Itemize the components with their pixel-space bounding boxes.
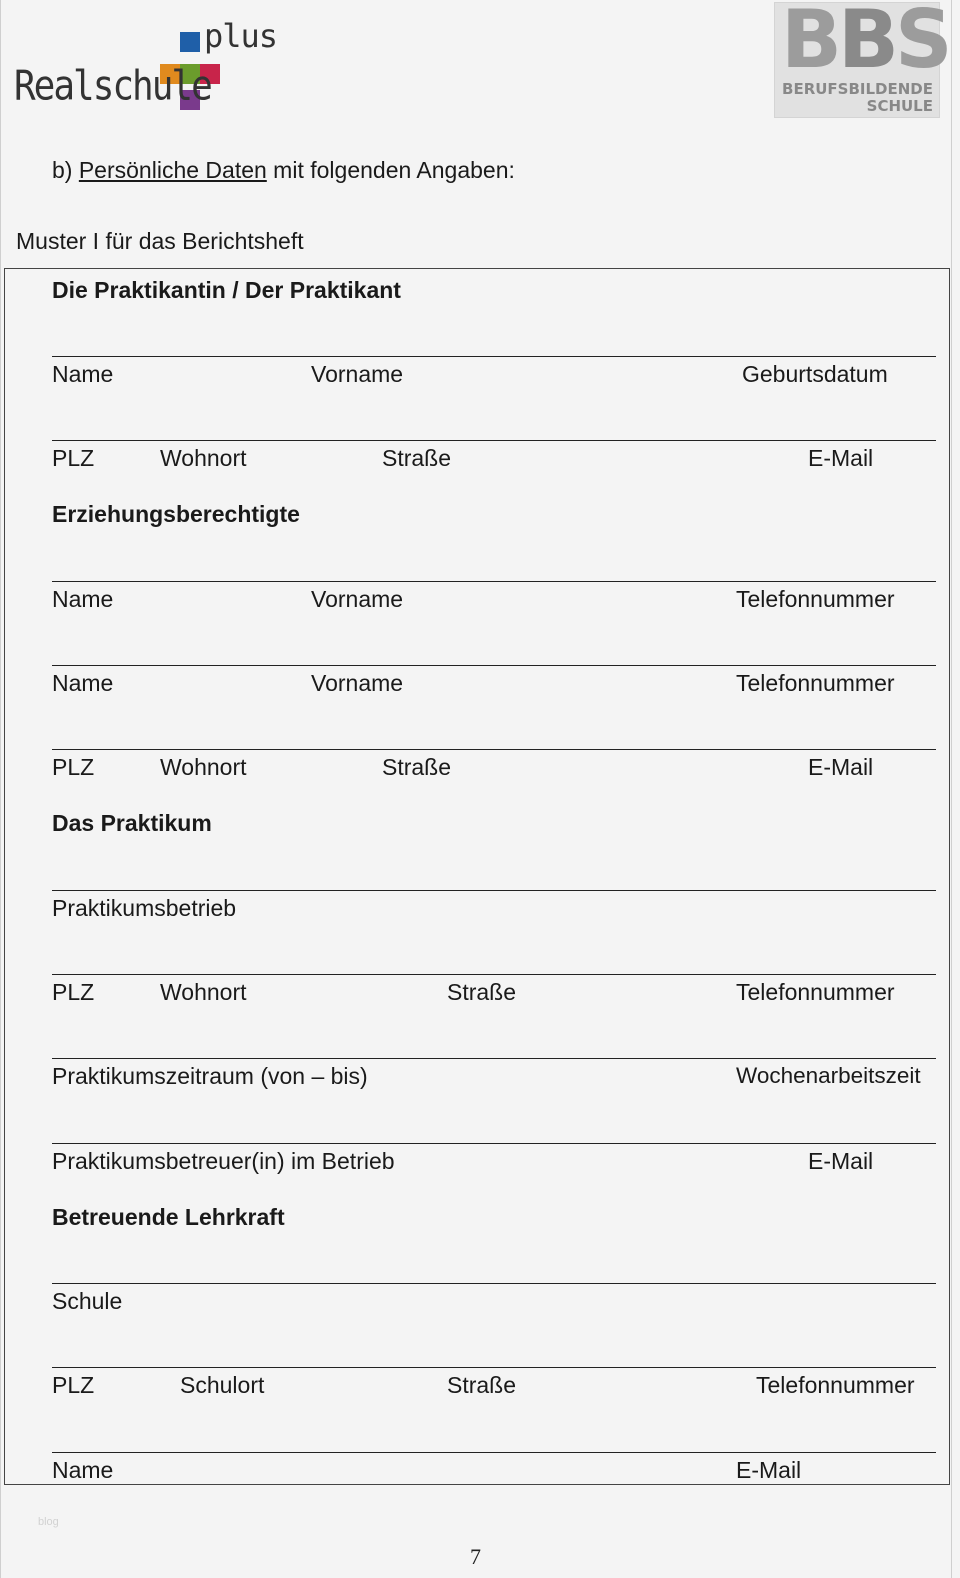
label-plz: PLZ	[52, 754, 95, 780]
intro-prefix: b)	[52, 157, 79, 183]
label-wochenarbeitszeit: Wochenarbeitszeit	[736, 1063, 921, 1088]
logo-square-blue	[180, 32, 200, 52]
page-number: 7	[470, 1544, 481, 1569]
label-telefonnummer: Telefonnummer	[736, 979, 895, 1005]
line-praktikum-4	[52, 1143, 936, 1144]
line-praktikant-2	[52, 440, 936, 441]
label-wohnort: Wohnort	[160, 979, 247, 1005]
label-schulort: Schulort	[180, 1372, 265, 1398]
line-erziehung-2	[52, 665, 936, 666]
heading-praktikum: Das Praktikum	[52, 810, 212, 836]
line-lehrkraft-2	[52, 1367, 936, 1368]
label-schule: Schule	[52, 1288, 123, 1314]
muster-title: Muster I für das Berichtsheft	[16, 228, 304, 254]
logo-plus-text: plus	[204, 17, 278, 55]
line-praktikum-1	[52, 890, 936, 891]
bbs-letters: BBS	[781, 0, 949, 86]
line-praktikum-2	[52, 974, 936, 975]
label-strasse: Straße	[382, 754, 452, 780]
bbs-logo	[774, 0, 949, 118]
intro-suffix: mit folgenden Angaben:	[266, 157, 515, 183]
label-strasse: Straße	[447, 1372, 517, 1398]
line-erziehung-1	[52, 581, 936, 582]
label-wohnort: Wohnort	[160, 445, 247, 471]
label-plz: PLZ	[52, 979, 95, 1005]
line-praktikant-1	[52, 356, 936, 357]
label-plz: PLZ	[52, 445, 95, 471]
heading-praktikant: Die Praktikantin / Der Praktikant	[52, 277, 401, 303]
label-praktikumsbetreuer: Praktikumsbetreuer(in) im Betrieb	[52, 1148, 395, 1174]
line-lehrkraft-1	[52, 1283, 936, 1284]
label-strasse: Straße	[447, 979, 517, 1005]
label-vorname: Vorname	[311, 586, 404, 612]
label-geburtsdatum: Geburtsdatum	[742, 361, 888, 387]
label-telefonnummer: Telefonnummer	[736, 670, 895, 696]
label-email: E-Mail	[808, 445, 874, 471]
line-lehrkraft-3	[52, 1452, 936, 1453]
label-plz: PLZ	[52, 1372, 95, 1398]
label-vorname: Vorname	[311, 361, 404, 387]
label-strasse: Straße	[382, 445, 452, 471]
label-email: E-Mail	[808, 754, 874, 780]
heading-erziehungsberechtigte: Erziehungsberechtigte	[52, 501, 300, 527]
label-name: Name	[52, 670, 114, 696]
label-name: Name	[52, 586, 114, 612]
line-erziehung-3	[52, 749, 936, 750]
label-wohnort: Wohnort	[160, 754, 247, 780]
logo-realschule-text: Realschule	[14, 62, 211, 110]
intro-line	[52, 156, 515, 184]
heading-lehrkraft: Betreuende Lehrkraft	[52, 1204, 285, 1230]
watermark: blog	[38, 1516, 59, 1528]
label-email: E-Mail	[808, 1148, 874, 1174]
label-praktikumsbetrieb: Praktikumsbetrieb	[52, 895, 237, 921]
bbs-line2: SCHULE	[866, 97, 933, 115]
label-telefonnummer: Telefonnummer	[756, 1372, 915, 1398]
realschule-plus-logo	[14, 17, 278, 118]
intro-underlined: Persönliche Daten	[78, 157, 267, 183]
line-praktikum-3	[52, 1058, 936, 1059]
label-name: Name	[52, 1457, 114, 1483]
label-email: E-Mail	[736, 1457, 802, 1483]
label-telefonnummer: Telefonnummer	[736, 586, 895, 612]
label-name: Name	[52, 361, 114, 387]
label-vorname: Vorname	[311, 670, 404, 696]
bbs-line1: BERUFSBILDENDE	[782, 80, 933, 98]
label-praktikumszeitraum: Praktikumszeitraum (von – bis)	[52, 1063, 368, 1089]
